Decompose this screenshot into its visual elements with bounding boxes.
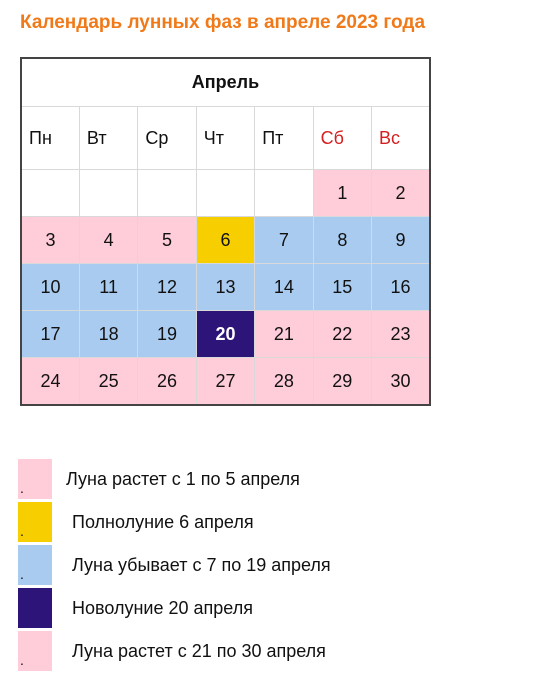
page-title: Календарь лунных фаз в апреле 2023 года: [20, 12, 426, 33]
day-cell: 4: [79, 217, 137, 264]
week-row: [21, 358, 430, 406]
day-cell: 12: [138, 264, 196, 311]
day-cell: 24: [21, 358, 79, 406]
day-cell: 5: [138, 217, 196, 264]
empty-day-cell: [79, 170, 137, 217]
day-cell: 20: [196, 311, 254, 358]
day-cell: 22: [313, 311, 371, 358]
day-cell: 2: [372, 170, 430, 217]
weekday-header: Вт: [79, 107, 137, 170]
legend-color-swatch: [18, 545, 52, 585]
day-cell: 1: [313, 170, 371, 217]
legend-label: Полнолуние 6 апреля: [72, 512, 254, 532]
legend-marker: .: [20, 652, 24, 668]
day-cell: 28: [255, 358, 313, 406]
day-cell: 16: [372, 264, 430, 311]
week-row: [21, 264, 430, 311]
day-cell: 23: [372, 311, 430, 358]
day-cell: 25: [79, 358, 137, 406]
day-cell: 29: [313, 358, 371, 406]
week-row: [21, 170, 430, 217]
weekday-header: Пт: [255, 107, 313, 170]
empty-day-cell: [255, 170, 313, 217]
day-cell: 9: [372, 217, 430, 264]
legend-label: Луна убывает с 7 по 19 апреля: [72, 555, 331, 575]
legend-marker: .: [20, 566, 24, 582]
weekday-header-row: [21, 107, 430, 170]
day-cell: 17: [21, 311, 79, 358]
week-row: [21, 311, 430, 358]
empty-day-cell: [196, 170, 254, 217]
day-cell: 6: [196, 217, 254, 264]
weekday-header: Вс: [372, 107, 430, 170]
legend-label: Новолуние 20 апреля: [72, 598, 253, 618]
legend-color-swatch: [18, 631, 52, 671]
day-cell: 10: [21, 264, 79, 311]
day-cell: 27: [196, 358, 254, 406]
empty-day-cell: [138, 170, 196, 217]
day-cell: 18: [79, 311, 137, 358]
legend-label: Луна растет с 21 по 30 апреля: [72, 641, 326, 661]
weekday-header: Чт: [196, 107, 254, 170]
legend-color-swatch: [18, 459, 52, 499]
legend-marker: .: [20, 480, 24, 496]
day-cell: 7: [255, 217, 313, 264]
day-cell: 8: [313, 217, 371, 264]
legend-marker: .: [20, 523, 24, 539]
day-cell: 21: [255, 311, 313, 358]
day-cell: 14: [255, 264, 313, 311]
weekday-header: Пн: [21, 107, 79, 170]
weekday-header: Сб: [313, 107, 371, 170]
week-row: [21, 217, 430, 264]
day-cell: 19: [138, 311, 196, 358]
month-header-row: [21, 58, 430, 107]
legend-label: Луна растет с 1 по 5 апреля: [66, 469, 300, 489]
day-cell: 11: [79, 264, 137, 311]
day-cell: 15: [313, 264, 371, 311]
day-cell: 26: [138, 358, 196, 406]
day-cell: 13: [196, 264, 254, 311]
day-cell: 3: [21, 217, 79, 264]
legend-color-swatch: [18, 588, 52, 628]
lunar-calendar-table: [20, 57, 431, 406]
empty-day-cell: [21, 170, 79, 217]
day-cell: 30: [372, 358, 430, 406]
calendar-weeks: [21, 170, 430, 406]
month-name: Апрель: [21, 58, 430, 107]
weekday-header: Ср: [138, 107, 196, 170]
legend-color-swatch: [18, 502, 52, 542]
